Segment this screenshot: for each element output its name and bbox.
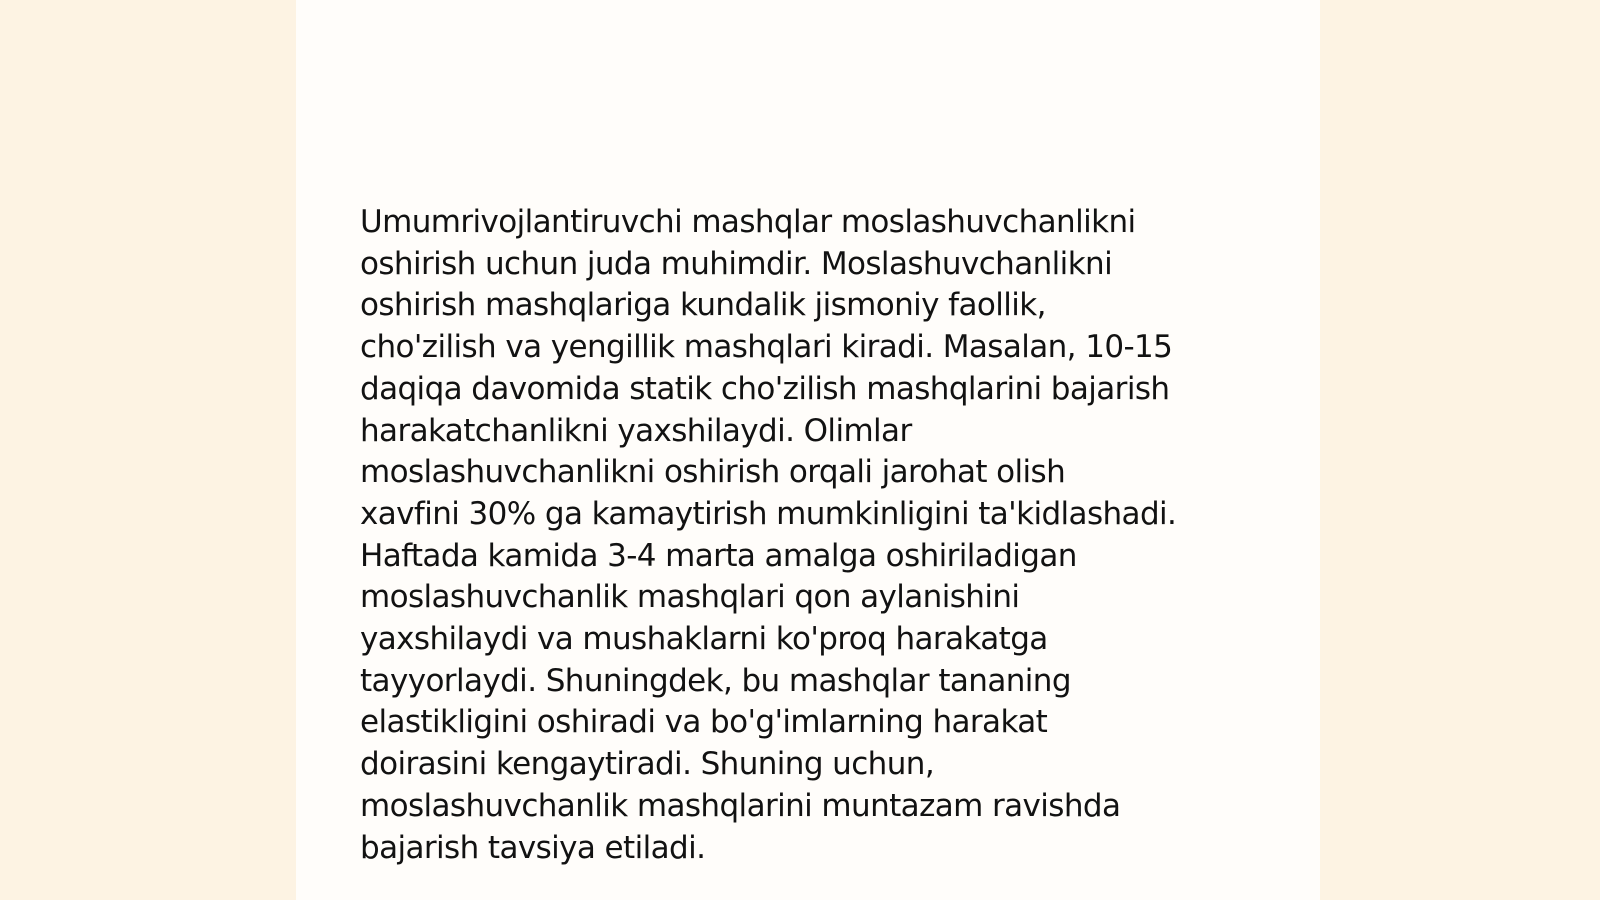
paragraph-line: cho'zilish va yengillik mashqlari kiradi. Masalan, 10-15 [360,329,1173,366]
paragraph-line: moslashuvchanlik mashqlari qon aylanishini [360,579,1020,616]
paragraph-line: moslashuvchanlik mashqlarini muntazam ravishda [360,787,1121,824]
paragraph-line: oshirish uchun juda muhimdir. Moslashuvchanlikni [360,245,1113,282]
paragraph-line: bajarish tavsiya etiladi. [360,829,706,866]
paragraph-line: yaxshilaydi va mushaklarni ko'proq harakatga [360,621,1048,658]
paragraph-line: oshirish mashqlariga kundalik jismoniy faollik, [360,287,1046,324]
paragraph-line: moslashuvchanlikni oshirish orqali jarohat olish [360,454,1066,491]
body-paragraph [360,202,1260,869]
paragraph-line: xavfini 30% ga kamaytirish mumkinligini ta'kidlashadi. [360,495,1177,532]
document-page [296,0,1320,900]
paragraph-line: Umumrivojlantiruvchi mashqlar moslashuvchanlikni [360,204,1136,240]
paragraph-line: doirasini kengaytiradi. Shuning uchun, [360,746,935,783]
paragraph-line: Haftada kamida 3-4 marta amalga oshiriladigan [360,537,1077,574]
paragraph-line: harakatchanlikni yaxshilaydi. Olimlar [360,412,912,449]
paragraph-line: daqiqa davomida statik cho'zilish mashqlarini bajarish [360,370,1170,407]
paragraph-line: tayyorlaydi. Shuningdek, bu mashqlar tananing [360,662,1071,699]
paragraph-line: elastikligini oshiradi va bo'g'imlarning harakat [360,704,1048,741]
